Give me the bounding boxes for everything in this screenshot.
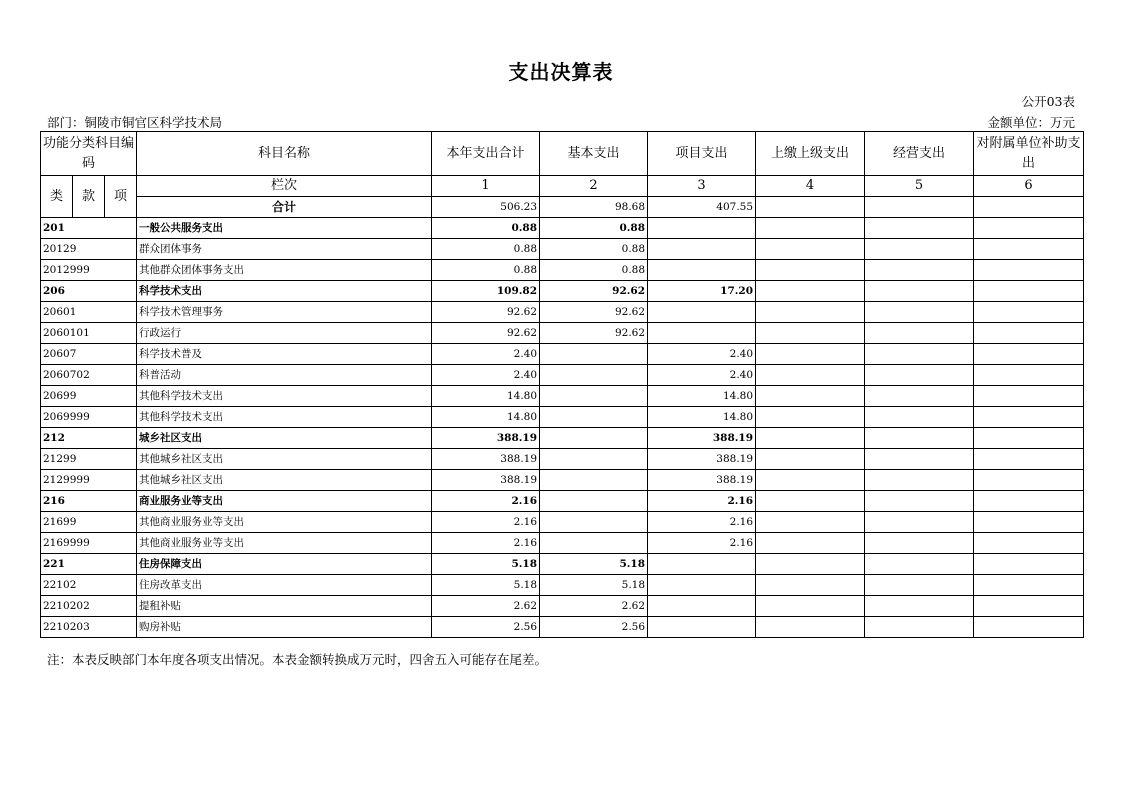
table-row xyxy=(41,428,1084,449)
row-upper xyxy=(756,449,865,470)
row-business xyxy=(865,386,974,407)
row-subsidy xyxy=(974,449,1084,470)
header-row xyxy=(41,132,1084,176)
col-number: 3 xyxy=(648,176,756,197)
table-row xyxy=(41,575,1084,596)
row-code: 2210202 xyxy=(41,596,137,617)
row-upper xyxy=(756,260,865,281)
row-upper xyxy=(756,302,865,323)
row-code: 2060101 xyxy=(41,323,137,344)
row-upper xyxy=(756,218,865,239)
row-total: 2.40 xyxy=(432,344,540,365)
row-business xyxy=(865,260,974,281)
table-row xyxy=(41,533,1084,554)
row-basic: 2.56 xyxy=(540,617,648,638)
row-project xyxy=(648,596,756,617)
total-upper xyxy=(756,197,865,218)
row-basic: 5.18 xyxy=(540,554,648,575)
row-name: 城乡社区支出 xyxy=(137,428,432,449)
row-project xyxy=(648,554,756,575)
row-code: 212 xyxy=(41,428,137,449)
row-code: 201 xyxy=(41,218,137,239)
row-subsidy xyxy=(974,386,1084,407)
row-code: 21699 xyxy=(41,512,137,533)
row-upper xyxy=(756,596,865,617)
row-project: 2.40 xyxy=(648,344,756,365)
header-name: 科目名称 xyxy=(137,132,432,176)
row-basic xyxy=(540,533,648,554)
row-name: 购房补贴 xyxy=(137,617,432,638)
table-row xyxy=(41,512,1084,533)
row-code: 20607 xyxy=(41,344,137,365)
row-subsidy xyxy=(974,428,1084,449)
total-subsidy xyxy=(974,197,1084,218)
row-business xyxy=(865,617,974,638)
row-name: 其他城乡社区支出 xyxy=(137,449,432,470)
row-total: 0.88 xyxy=(432,239,540,260)
total-row xyxy=(41,197,1084,218)
row-business xyxy=(865,218,974,239)
row-business xyxy=(865,302,974,323)
row-upper xyxy=(756,470,865,491)
table-row xyxy=(41,365,1084,386)
table-row xyxy=(41,260,1084,281)
row-name: 科学技术支出 xyxy=(137,281,432,302)
row-upper xyxy=(756,575,865,596)
row-project xyxy=(648,617,756,638)
row-upper xyxy=(756,554,865,575)
row-subsidy xyxy=(974,344,1084,365)
row-business xyxy=(865,596,974,617)
row-upper xyxy=(756,344,865,365)
header-lanci: 栏次 xyxy=(137,176,432,197)
row-code: 2169999 xyxy=(41,533,137,554)
row-total: 2.16 xyxy=(432,512,540,533)
row-business xyxy=(865,575,974,596)
header-total: 本年支出合计 xyxy=(432,132,540,176)
row-code: 206 xyxy=(41,281,137,302)
table-row xyxy=(41,281,1084,302)
table-row xyxy=(41,449,1084,470)
row-name: 科学技术管理事务 xyxy=(137,302,432,323)
row-basic xyxy=(540,491,648,512)
total-label: 合计 xyxy=(137,197,432,218)
form-number: 公开03表 xyxy=(1021,94,1075,109)
row-name: 其他科学技术支出 xyxy=(137,386,432,407)
row-basic: 5.18 xyxy=(540,575,648,596)
row-business xyxy=(865,407,974,428)
header-business: 经营支出 xyxy=(865,132,974,176)
row-total: 92.62 xyxy=(432,323,540,344)
row-project xyxy=(648,239,756,260)
row-code: 20601 xyxy=(41,302,137,323)
row-code: 2060702 xyxy=(41,365,137,386)
row-name: 群众团体事务 xyxy=(137,239,432,260)
unit-label: 金额单位：万元 xyxy=(987,115,1075,130)
row-project: 2.40 xyxy=(648,365,756,386)
row-name: 其他科学技术支出 xyxy=(137,407,432,428)
row-basic: 92.62 xyxy=(540,323,648,344)
row-subsidy xyxy=(974,533,1084,554)
header-xiang: 项 xyxy=(105,176,137,218)
row-project: 14.80 xyxy=(648,407,756,428)
row-total: 14.80 xyxy=(432,407,540,428)
row-code: 20699 xyxy=(41,386,137,407)
row-project xyxy=(648,323,756,344)
table-row xyxy=(41,554,1084,575)
row-business xyxy=(865,512,974,533)
row-project xyxy=(648,260,756,281)
table-row xyxy=(41,407,1084,428)
row-subsidy xyxy=(974,596,1084,617)
page-title: 支出决算表 xyxy=(508,60,614,84)
row-upper xyxy=(756,407,865,428)
row-subsidy xyxy=(974,260,1084,281)
row-name: 其他商业服务业等支出 xyxy=(137,512,432,533)
row-name: 其他商业服务业等支出 xyxy=(137,533,432,554)
row-subsidy xyxy=(974,470,1084,491)
row-upper xyxy=(756,512,865,533)
row-subsidy xyxy=(974,281,1084,302)
row-basic: 0.88 xyxy=(540,260,648,281)
row-code: 2129999 xyxy=(41,470,137,491)
row-subsidy xyxy=(974,365,1084,386)
table-row xyxy=(41,344,1084,365)
row-total: 109.82 xyxy=(432,281,540,302)
row-business xyxy=(865,344,974,365)
row-business xyxy=(865,533,974,554)
col-number: 4 xyxy=(756,176,865,197)
row-total: 2.62 xyxy=(432,596,540,617)
row-code: 2210203 xyxy=(41,617,137,638)
column-number-row xyxy=(41,176,1084,197)
row-basic xyxy=(540,470,648,491)
col-number: 2 xyxy=(540,176,648,197)
row-basic xyxy=(540,386,648,407)
header-upper: 上缴上级支出 xyxy=(756,132,865,176)
col-number: 5 xyxy=(865,176,974,197)
row-total: 2.56 xyxy=(432,617,540,638)
row-upper xyxy=(756,386,865,407)
row-total: 0.88 xyxy=(432,260,540,281)
row-code: 221 xyxy=(41,554,137,575)
row-project: 17.20 xyxy=(648,281,756,302)
expenditure-table xyxy=(40,131,1084,638)
row-subsidy xyxy=(974,512,1084,533)
total-project: 407.55 xyxy=(648,197,756,218)
row-project xyxy=(648,575,756,596)
row-basic xyxy=(540,365,648,386)
table-row xyxy=(41,596,1084,617)
row-name: 商业服务业等支出 xyxy=(137,491,432,512)
row-upper xyxy=(756,323,865,344)
row-project: 14.80 xyxy=(648,386,756,407)
row-subsidy xyxy=(974,302,1084,323)
row-code: 2069999 xyxy=(41,407,137,428)
row-total: 388.19 xyxy=(432,428,540,449)
row-code: 216 xyxy=(41,491,137,512)
row-basic xyxy=(540,428,648,449)
row-upper xyxy=(756,491,865,512)
row-code: 2012999 xyxy=(41,260,137,281)
header-project: 项目支出 xyxy=(648,132,756,176)
row-name: 提租补贴 xyxy=(137,596,432,617)
table-row xyxy=(41,617,1084,638)
table-row xyxy=(41,302,1084,323)
row-project xyxy=(648,218,756,239)
row-upper xyxy=(756,281,865,302)
row-basic xyxy=(540,344,648,365)
row-project: 2.16 xyxy=(648,491,756,512)
row-name: 行政运行 xyxy=(137,323,432,344)
row-business xyxy=(865,323,974,344)
row-code: 21299 xyxy=(41,449,137,470)
col-number: 6 xyxy=(974,176,1084,197)
table-row xyxy=(41,491,1084,512)
row-upper xyxy=(756,365,865,386)
row-subsidy xyxy=(974,323,1084,344)
row-upper xyxy=(756,428,865,449)
row-subsidy xyxy=(974,407,1084,428)
row-subsidy xyxy=(974,575,1084,596)
row-upper xyxy=(756,239,865,260)
row-code: 22102 xyxy=(41,575,137,596)
row-project: 2.16 xyxy=(648,512,756,533)
table-row xyxy=(41,323,1084,344)
row-business xyxy=(865,365,974,386)
footnote: 注：本表反映部门本年度各项支出情况。本表金额转换成万元时，四舍五入可能存在尾差。 xyxy=(47,652,548,667)
table-row xyxy=(41,239,1084,260)
row-business xyxy=(865,239,974,260)
row-subsidy xyxy=(974,554,1084,575)
row-total: 2.16 xyxy=(432,491,540,512)
table-row xyxy=(41,470,1084,491)
header-subsidy: 对附属单位补助支出 xyxy=(974,132,1084,176)
header-basic: 基本支出 xyxy=(540,132,648,176)
row-total: 388.19 xyxy=(432,470,540,491)
row-business xyxy=(865,470,974,491)
row-project: 388.19 xyxy=(648,449,756,470)
row-project: 388.19 xyxy=(648,470,756,491)
row-project: 2.16 xyxy=(648,533,756,554)
row-business xyxy=(865,449,974,470)
row-basic xyxy=(540,449,648,470)
row-upper xyxy=(756,533,865,554)
row-total: 5.18 xyxy=(432,575,540,596)
row-total: 5.18 xyxy=(432,554,540,575)
table-row xyxy=(41,386,1084,407)
row-project xyxy=(648,302,756,323)
row-total: 388.19 xyxy=(432,449,540,470)
row-basic: 92.62 xyxy=(540,302,648,323)
total-total: 506.23 xyxy=(432,197,540,218)
row-name: 住房改革支出 xyxy=(137,575,432,596)
row-total: 14.80 xyxy=(432,386,540,407)
row-business xyxy=(865,281,974,302)
row-name: 一般公共服务支出 xyxy=(137,218,432,239)
row-subsidy xyxy=(974,491,1084,512)
row-subsidy xyxy=(974,239,1084,260)
row-subsidy xyxy=(974,617,1084,638)
table-row xyxy=(41,218,1084,239)
row-basic xyxy=(540,512,648,533)
row-business xyxy=(865,428,974,449)
row-name: 住房保障支出 xyxy=(137,554,432,575)
row-subsidy xyxy=(974,218,1084,239)
row-basic: 2.62 xyxy=(540,596,648,617)
row-total: 92.62 xyxy=(432,302,540,323)
row-name: 其他城乡社区支出 xyxy=(137,470,432,491)
total-basic: 98.68 xyxy=(540,197,648,218)
row-name: 科普活动 xyxy=(137,365,432,386)
header-kuan: 款 xyxy=(73,176,105,218)
total-business xyxy=(865,197,974,218)
row-upper xyxy=(756,617,865,638)
row-basic: 0.88 xyxy=(540,239,648,260)
row-business xyxy=(865,491,974,512)
row-basic xyxy=(540,407,648,428)
row-business xyxy=(865,554,974,575)
col-number: 1 xyxy=(432,176,540,197)
row-project: 388.19 xyxy=(648,428,756,449)
row-name: 其他群众团体事务支出 xyxy=(137,260,432,281)
header-func-code: 功能分类科目编码 xyxy=(41,132,137,176)
row-total: 2.40 xyxy=(432,365,540,386)
row-name: 科学技术普及 xyxy=(137,344,432,365)
row-basic: 0.88 xyxy=(540,218,648,239)
header-lei: 类 xyxy=(41,176,73,218)
row-total: 2.16 xyxy=(432,533,540,554)
row-basic: 92.62 xyxy=(540,281,648,302)
row-total: 0.88 xyxy=(432,218,540,239)
row-code: 20129 xyxy=(41,239,137,260)
department-label: 部门：铜陵市铜官区科学技术局 xyxy=(47,115,223,130)
